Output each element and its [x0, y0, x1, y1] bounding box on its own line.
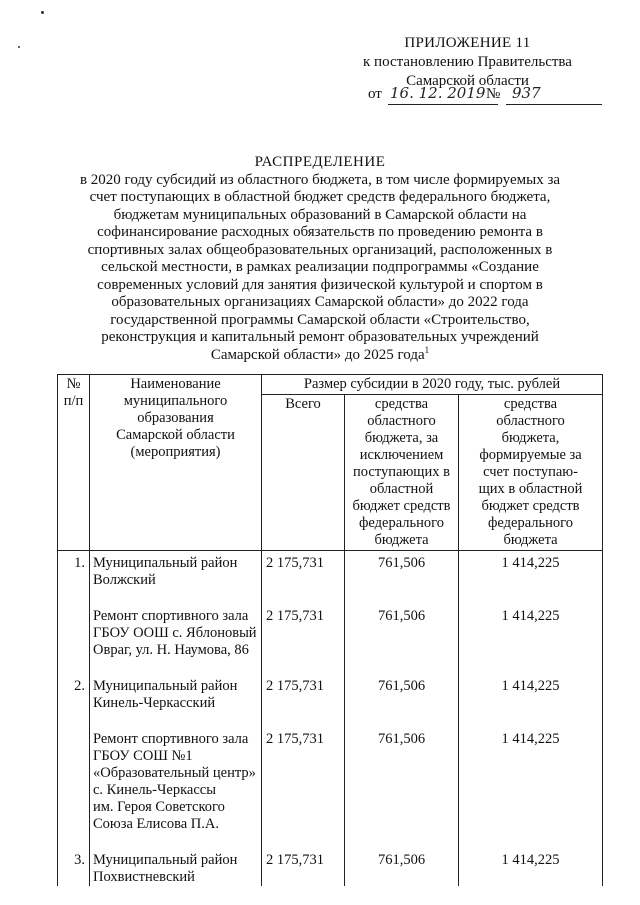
header-federal-line: бюджета	[503, 532, 558, 548]
header-federal-line: щих в областной	[478, 481, 583, 497]
appendix-resolution: к постановлению Правительства	[363, 54, 572, 70]
heading-line: образовательных организациях Самарской области» до 2022 года	[111, 294, 529, 310]
header-regional-line: поступающих в	[353, 464, 450, 480]
table-row	[58, 852, 603, 886]
header-regional-line: бюджета, за	[364, 430, 439, 446]
heading-line: бюджетам муниципальных образований в Самарской области на	[113, 206, 527, 223]
scan-speck	[41, 11, 44, 14]
header-regional-line: исключением	[359, 447, 444, 463]
row-total: 2 175,731	[262, 731, 345, 833]
header-federal-line: бюджета,	[501, 430, 560, 446]
row-name-line: Ремонт спортивного зала	[93, 608, 249, 624]
heading-line: сельской местности, в рамках реализации подпрограммы «Создание	[101, 259, 539, 275]
row-number	[58, 731, 90, 833]
header-regional-line: областной	[369, 481, 434, 497]
header-name-line: муниципального	[123, 393, 228, 409]
row-name-line: Муниципальный район	[93, 678, 238, 694]
header-total: Всего	[262, 395, 345, 551]
row-total: 2 175,731	[262, 555, 345, 589]
heading-line: государственной программы Самарской области «Строительство,	[110, 311, 530, 328]
table-row	[58, 731, 603, 833]
row-name	[90, 608, 262, 659]
row-number: 3.	[58, 852, 90, 886]
row-regional: 761,506	[345, 852, 459, 886]
header-name-line: образования	[137, 410, 214, 426]
row-total: 2 175,731	[262, 608, 345, 659]
row-total: 2 175,731	[262, 852, 345, 886]
row-spacer	[58, 833, 603, 852]
heading-line: софинансирование расходных обязательств по проведению ремонта в	[97, 224, 543, 240]
row-name-line: Муниципальный район	[93, 852, 238, 868]
row-name-line: им. Героя Советского	[93, 799, 225, 815]
header-num-line: п/п	[63, 393, 84, 409]
header-federal	[459, 395, 603, 551]
header-federal-line: областного	[496, 413, 565, 429]
row-regional: 761,506	[345, 555, 459, 589]
header-subsidy: Размер субсидии в 2020 году, тыс. рублей	[262, 375, 603, 395]
date-underline	[388, 104, 498, 105]
row-name-line: Кинель-Черкасский	[93, 695, 216, 711]
heading-line: спортивных залах общеобразовательных организаций, расположенных в	[87, 241, 553, 258]
row-name-line: Овраг, ул. Н. Наумова, 86	[93, 642, 249, 658]
header-federal-line: бюджет средств	[481, 498, 580, 514]
date-number-line	[368, 86, 608, 108]
table-row	[58, 678, 603, 712]
header-regional-line: бюджета	[374, 532, 429, 548]
header-regional-line: средства	[374, 396, 429, 412]
appendix-region: Самарской области	[406, 73, 529, 89]
row-federal: 1 414,225	[459, 678, 603, 712]
heading-last-line: Самарской области» до 2025 года$^1$	[210, 344, 430, 363]
row-name-line: ГБОУ ООШ с. Яблоновый	[93, 625, 257, 641]
row-name-line: Муниципальный район	[93, 555, 238, 571]
header-name-line: Самарской области	[116, 427, 235, 443]
row-spacer	[58, 589, 603, 608]
row-spacer	[58, 659, 603, 678]
row-name	[90, 852, 262, 886]
heading-line: счет поступающих в областной бюджет средств федерального бюджета,	[89, 189, 551, 205]
header-name-line: Наименование	[130, 376, 221, 392]
row-regional: 761,506	[345, 608, 459, 659]
row-name-line: Волжский	[93, 572, 156, 588]
row-federal: 1 414,225	[459, 731, 603, 833]
heading-text	[70, 172, 570, 347]
appendix-block	[330, 34, 605, 91]
row-spacer	[58, 712, 603, 731]
header-regional-line: областного	[367, 413, 436, 429]
heading-title: РАСПРЕДЕЛЕНИЕ	[254, 154, 386, 170]
heading-line: в 2020 году субсидий из областного бюджета, в том числе формируемых за	[79, 171, 561, 188]
footnote-mark: 1	[424, 344, 430, 355]
row-number: 2.	[58, 678, 90, 712]
header-federal-line: федерального	[488, 515, 573, 531]
header-num-line: №	[66, 376, 81, 392]
header-num	[58, 375, 90, 551]
header-name-line: (мероприятия)	[130, 444, 221, 460]
row-federal: 1 414,225	[459, 852, 603, 886]
row-regional: 761,506	[345, 678, 459, 712]
row-name	[90, 731, 262, 833]
row-name-line: Союза Елисова П.А.	[93, 816, 219, 832]
number-underline	[506, 104, 602, 105]
document-heading	[70, 154, 570, 364]
row-name-line: ГБОУ СОШ №1	[93, 748, 193, 764]
number-prefix: №	[486, 86, 501, 102]
header-regional	[345, 395, 459, 551]
date-prefix: от	[368, 86, 382, 102]
row-name-line: Похвистневский	[93, 869, 195, 885]
heading-line: реконструкция и капитальный ремонт образовательных учреждений	[101, 329, 539, 345]
table-row	[58, 608, 603, 659]
subsidy-table	[57, 374, 603, 886]
header-regional-line: бюджет средств	[352, 498, 451, 514]
header-federal-line: счет поступаю-	[483, 464, 578, 480]
table-row	[58, 555, 603, 589]
row-number: 1.	[58, 555, 90, 589]
row-regional: 761,506	[345, 731, 459, 833]
row-name-line: «Образовательный центр»	[93, 765, 256, 781]
number-value: 937	[512, 84, 541, 102]
row-number	[58, 608, 90, 659]
row-federal: 1 414,225	[459, 555, 603, 589]
row-total: 2 175,731	[262, 678, 345, 712]
row-name-line: Ремонт спортивного зала	[93, 731, 249, 747]
header-name	[90, 375, 262, 551]
header-federal-line: средства	[503, 396, 558, 412]
row-federal: 1 414,225	[459, 608, 603, 659]
row-name-line: с. Кинель-Черкассы	[93, 782, 216, 798]
date-value: 16. 12. 2019	[390, 84, 486, 102]
header-federal-line: формируемые за	[479, 447, 582, 463]
heading-line: современных условий для занятия физической культурой и спортом в	[97, 276, 543, 293]
table-body	[58, 551, 603, 887]
row-name	[90, 555, 262, 589]
scan-speck	[18, 46, 20, 48]
header-regional-line: федерального	[359, 515, 444, 531]
row-name	[90, 678, 262, 712]
appendix-title: ПРИЛОЖЕНИЕ 11	[404, 35, 531, 51]
